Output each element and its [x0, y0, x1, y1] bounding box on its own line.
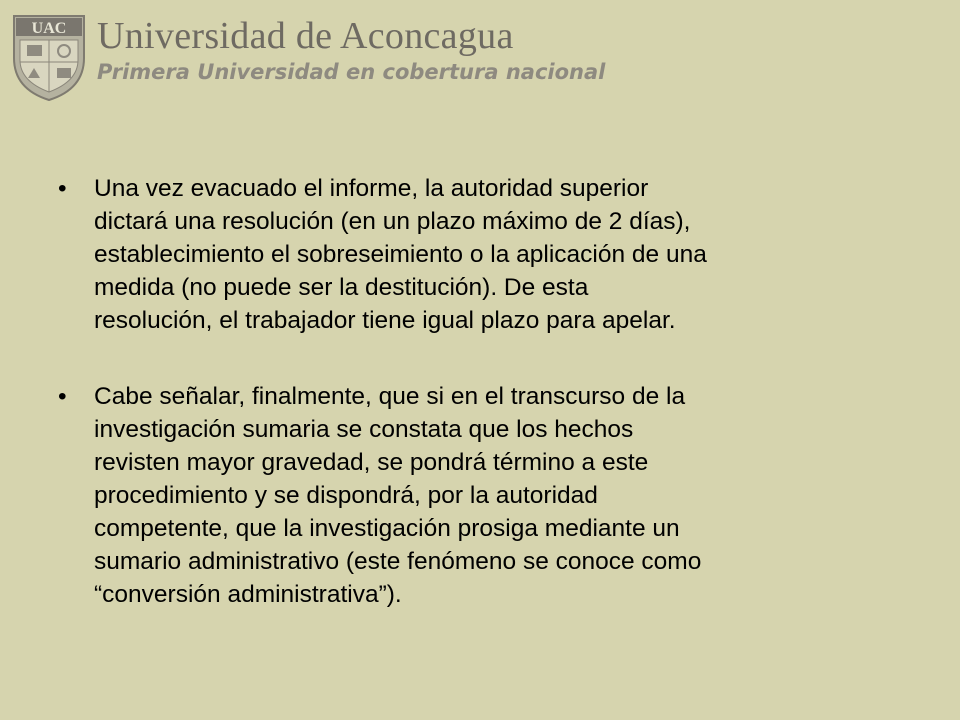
bullet-line: resolución, el trabajador tiene igual plazo para apelar. [94, 307, 676, 334]
slide-content [58, 172, 908, 611]
bullet-line: dictará una resolución (en un plazo máximo de 2 días), [94, 208, 691, 235]
crest-label: UAC [31, 20, 67, 37]
header [0, 0, 960, 120]
bullet-line: sumario administrativo (este fenómeno se conoce como [94, 548, 702, 575]
bullet-line: competente, que la investigación prosiga mediante un [94, 515, 680, 542]
bullet-line: “conversión administrativa”). [94, 581, 402, 608]
university-title: Universidad de Aconcagua [97, 15, 514, 57]
bullet-line: Una vez evacuado el informe, la autoridad superior [94, 175, 649, 202]
bullet-line: investigación sumaria se constata que los hechos [94, 416, 634, 443]
university-subtitle: Primera Universidad en cobertura nacional [97, 60, 606, 84]
bullet-icon: • [58, 175, 67, 202]
bullet-item-1 [58, 172, 908, 337]
bullet-line: procedimiento y se dispondrá, por la autoridad [94, 482, 598, 509]
bullet-line: medida (no puede ser la destitución). De esta [94, 274, 589, 301]
bullet-item-2 [58, 380, 908, 611]
bullet-line: Cabe señalar, finalmente, que si en el transcurso de la [94, 383, 686, 410]
university-crest-logo [10, 10, 88, 102]
bullet-line: establecimiento el sobreseimiento o la aplicación de una [94, 241, 707, 268]
bullet-line: revisten mayor gravedad, se pondrá término a este [94, 449, 649, 476]
bullet-icon: • [58, 383, 67, 410]
